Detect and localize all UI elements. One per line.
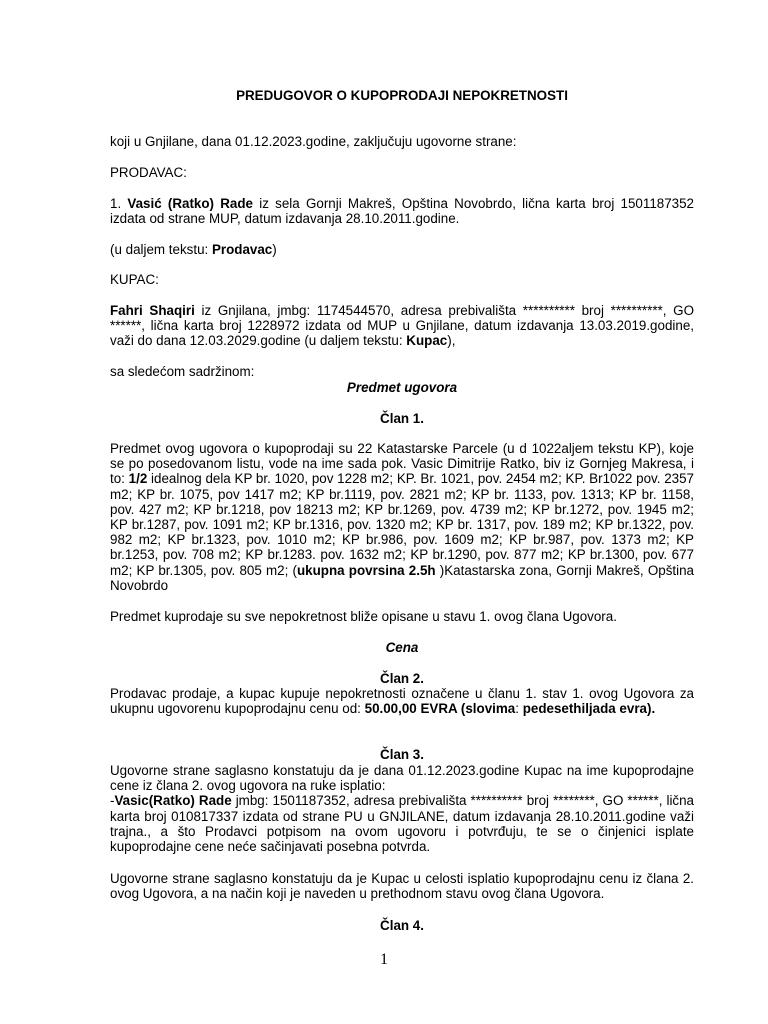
section-subject-heading: Predmet ugovora <box>346 380 458 395</box>
article-1-total-area: ukupna povrsina 2.5h <box>296 562 436 578</box>
article-3-paragraph-1: Ugovorne strane saglasno konstatuju da je dana 01.12.2023.godine Kupac na ime kupoprodajne cene iz člana 2. ovog ugovora na ruke isplatio: -Vasic(Ratko) Rade jmbg: 1501187352, adresa prebivališta ********** broj ********, GO ******, lična karta broj 010817337 izdata od strane PU u GNJILANE, datum izdavanja 28.10.2011.godine važi trajna., a što Prodavci potpisom na ovom ugovoru i potvrđuju, te se o činjenici isplate kupoprodajne cene neće sačinjavati posebna potvrda. <box>110 763 695 855</box>
document-title: PREDUGOVOR O KUPOPRODAJI NEPOKRETNOSTI <box>236 88 568 103</box>
intro-paragraph: koji u Gnjilane, dana 01.12.2023.godine, zaključuju ugovorne strane: <box>110 134 517 149</box>
article-3-heading: Član 3. <box>380 747 424 762</box>
article-3-payee-name: Vasic(Ratko) Rade <box>114 793 232 809</box>
article-2-price-words: pedesethiljada evra). <box>522 701 656 717</box>
article-1-share: 1/2 <box>128 471 148 487</box>
buyer-details: iz Gnjilana, jmbg: 1174544570, adresa prebivališta ********** broj **********, GO ******, lična karta broj 1228972 izdata od MUP u Gnjilane, datum izdavanja 13.03.2019.godine, važi do dana 12.03.2029.godine (u daljem tekstu: <box>110 303 694 349</box>
article-1-heading: Član 1. <box>380 411 424 426</box>
buyer-heading: KUPAC: <box>110 272 159 287</box>
article-2-price: 50.00,00 EVRA (slovima <box>364 701 516 717</box>
article-3-paragraph-2: Ugovorne strane saglasno konstatuju da je Kupac u celosti isplatio kupoprodajnu cenu iz člana 2. ovog Ugovora, a na način koji je naveden u prethodnom stavu ovog člana Ugovora. <box>110 871 694 902</box>
page-number: 1 <box>380 951 388 968</box>
article-1-paragraph-2: Predmet kuprodaje su sve nepokretnost bliže opisane u stavu 1. ovog člana Ugovora. <box>110 609 617 624</box>
section-price-heading: Cena <box>385 640 419 655</box>
article-2-heading: Član 2. <box>380 671 424 686</box>
seller-paragraph <box>110 196 694 226</box>
seller-number: 1. <box>110 196 128 211</box>
seller-alias-term: Prodavac <box>211 242 273 257</box>
buyer-paragraph: Fahri Shaqiri iz Gnjilana, jmbg: 1174544570, adresa prebivališta ********** broj **********, GO ******, lična karta broj 1228972 izdata od MUP u Gnjilane, datum izdavanja 13.03.2019.godine, važi do dana 12.03.2029.godine (u daljem tekstu: Kupac), <box>110 303 694 349</box>
seller-alias: (u daljem tekstu: Prodavac) <box>110 242 277 257</box>
seller-name: Vasić (Ratko) Rade <box>127 196 254 211</box>
seller-details: iz sela Gornji Makreš, Opština Novobrdo, lična karta broj 1501187352 izdata od strane MUP, datum izdavanja 28.10.2011.godine. <box>110 196 695 227</box>
article-1-paragraph-1: Predmet ovog ugovora o kupoprodaji su 22 Katastarske Parcele (u d 1022aljem tekstu KP), koje se po posedovanom listu, vode na ime sada pok. Vasic Dimitrije Ratko, biv iz Gornjeg Makresa, i to: 1/2 idealnog dela KP br. 1020, pov 1228 m2; KP. Br. 1021, pov. 2454 m2; KP. Br1022 pov. 2357 m2; KP br. 1075, pov 1417 m2; KP br.1119, pov. 2821 m2; KP br. 1133, pov. 1313; KP br. 1158, pov. 427 m2; KP br.1218, pov 18213 m2; KP br.1269, pov. 4739 m2; KP br.1272, pov. 1945 m2; KP br.1287, pov. 1091 m2; KP br.1316, pov. 1320 m2; KP br. 1317, pov. 189 m2; KP br.1322, pov. 982 m2; KP br.1323, pov. 1010 m2; KP br.986, pov. 1609 m2; KP br.987, pov. 1373 m2; KP br.1253, pov. 708 m2; KP br.1283. pov. 1632 m2; KP br.1290, pov. 877 m2; KP br.1300, pov. 677 m2; KP br.1305, pov. 805 m2; (ukupna povrsina 2.5h )Katastarska zona, Gornji Makreš, Opština Novobrdo <box>110 441 694 593</box>
seller-heading: PRODAVAC: <box>110 165 187 180</box>
article-4-heading: Član 4. <box>380 918 424 933</box>
buyer-name: Fahri Shaqiri <box>110 303 195 318</box>
content-intro: sa sledećom sadržinom: <box>110 364 255 379</box>
buyer-term: Kupac <box>406 333 448 349</box>
article-2-paragraph: Prodavac prodaje, a kupac kupuje nepokretnosti označene u članu 1. stav 1. ovog Ugovora za ukupnu ugovorenu kupoprodajnu cenu od: 50.00,00 EVRA (slovima: pedesethiljada evra). <box>110 686 694 717</box>
